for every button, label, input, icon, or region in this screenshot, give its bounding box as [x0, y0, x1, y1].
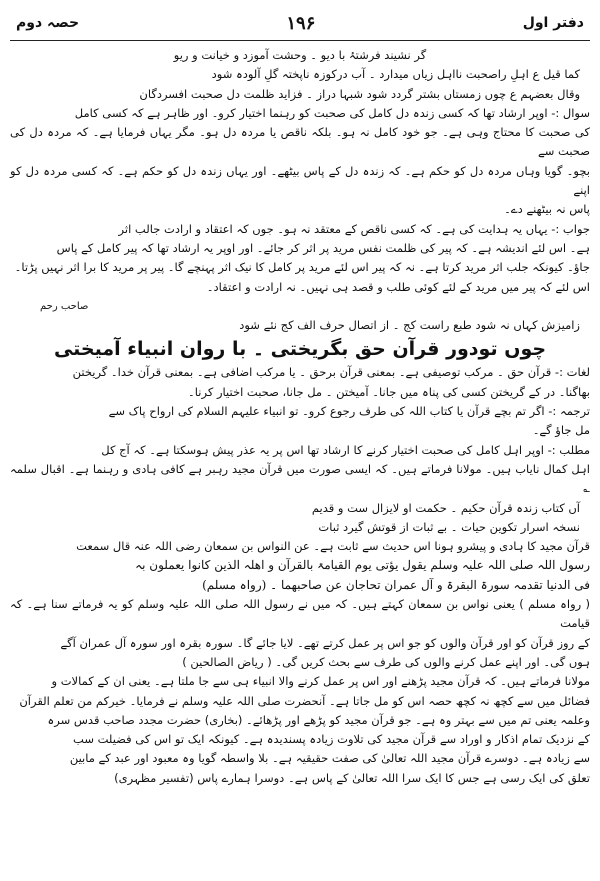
- text-line: قرآن مجید کا ہادی و پیشرو ہونا اس حدیث سے ثابت ہے۔ عن النواس بن سمعان رضی اللہ عنہ قال سمعت: [76, 539, 590, 554]
- text-line: سوال :- اوپر ارشاد تھا کہ کسی زندہ دل کامل کی صحبت کو رہنما اختیار کرو۔ اور ظاہر ہے کہ کسی کامل: [74, 105, 590, 120]
- text-line: وعلمہ یعنی تم میں سے بہتر وہ ہے۔ جو قرآن مجید کو پڑھے اور پڑھائے۔ (بخاری) حضرت مجدد صاحب قدس سرہ: [47, 712, 590, 727]
- text-line: مولانا فرماتے ہیں۔ کہ قرآن مجید پڑھنے اور اس پر عمل کرنے والا انبیاء ہی سے جا ملتا ہے۔ یعنی ان کے کمالات و: [51, 674, 590, 689]
- text-line: بھاگنا۔ در کے گریختن کسی کی پناہ میں جانا۔ آمیختن ۔ مل جانا، صحبت اختیار کرنا۔: [188, 384, 590, 399]
- text-line: چوں تودور قرآن حق بگریختی ۔ با روان انبیاء آمیختی: [53, 338, 547, 361]
- text-line: ہوں گی۔ اور اپنے عمل کرنے والوں کی طرف سے بحث کریں گی۔ ( ریاض الصالحین ): [182, 654, 590, 669]
- text-line: مل جاؤ گے۔: [532, 423, 590, 438]
- text-line: کے نزدیک تمام اذکار و اوراد سے قرآن مجید کی تلاوت زیادہ پسندیدہ ہے۔ کیونکہ ایک تو اس کی فضیلت سب: [73, 732, 590, 747]
- text-line: کے روز قرآن کو اور قرآن والوں کو جو اس پر عمل کرتے تھے۔ لایا جائے گا۔ سورہ بقرہ اور سورہ آل عمران آگے: [60, 635, 590, 650]
- text-line: آں کتاب زندہ قرآن حکیم ۔ حکمت او لایزال ست و قدیم: [311, 500, 580, 515]
- text-line: صاحب رحم: [40, 300, 89, 312]
- page-body: [10, 46, 590, 874]
- text-line: نسخہ اسرار تکوین حیات ۔ بے ثبات از قوتش گیرد ثبات: [318, 519, 580, 534]
- text-line: وقال بعضہم ع چوں زمستاں بشتر گردد شود شبہا دراز ۔ فزاید ظلمت دل صحبت افسردگان: [139, 86, 580, 101]
- page-header: [10, 6, 590, 40]
- text-line: اہل کمال نایاب ہیں۔ مولانا فرماتے ہیں۔ کہ ایسی صورت میں قرآن مجید رہبر ہے کافی ہادی و رہنما ہے۔ اقبال سلمہ ؎: [10, 461, 590, 496]
- book-page: [10, 6, 590, 874]
- text-line: ( رواہ مسلم ) یعنی نواس بن سمعان کہتے ہیں۔ کہ میں نے رسول اللہ صلی اللہ علیہ وسلم کو یہ فرماتے سنا ہے۔ کہ قیامت: [10, 597, 590, 631]
- text-line: لغات :- قرآن حق ۔ مرکب توصیفی ہے۔ بمعنی قرآن برحق ۔ یا مرکب اضافی ہے۔ بمعنی قرآن خدا۔ گریختن: [72, 365, 590, 380]
- text-line: سے زیادہ ہے۔ دوسرے قرآن مجید اللہ تعالیٰ کی صفت حقیقیہ ہے۔ بلا واسطہ گویا وہ معبود اور عبد کے مابین: [69, 751, 590, 766]
- header-rule: [10, 40, 590, 41]
- text-line: تعلق کی ایک رسی ہے جس کا ایک سرا اللہ تعالیٰ کے پاس ہے۔ دوسرا ہمارے پاس (تفسیر مظہری): [114, 770, 590, 785]
- text-line: زامیزش کہاں نہ شود طبع راست کج ۔ از اتصال حرف الف کج نئے شود: [239, 318, 580, 333]
- text-line: فضائل میں سے کچھ نہ کچھ حصہ اس کو مل جاتا ہے۔ آنحضرت صلی اللہ علیہ وسلم نے فرمایا۔ خیرکم من تعلم القرآن: [19, 693, 590, 708]
- text-line: بچو۔ گویا وہاں مردہ دل کو حکم ہے۔ کہ زندہ دل کے پاس بیٹھے۔ اور یہاں زندہ دل کو حکم ہے۔ کہ کسی مردہ دل کو اپنے: [10, 163, 590, 198]
- text-line: جواب :- یہاں یہ ہدایت کی ہے۔ کہ کسی ناقص کے معتقد نہ ہو۔ جوں کہ اعتقاد و ارادت جالب اثر: [118, 221, 590, 236]
- text-line: گر نشیند فرشتۂ با دیو ۔ وحشت آموزد و خیانت و ریو: [173, 48, 427, 62]
- text-line: اس لئے کہ پیر میں مرید کے لئے کوئی طلب و قصد ہی نہیں۔ نہ ارادت و اعتقاد۔: [206, 279, 590, 294]
- text-line: جاؤ۔ کیونکہ جلب اثر مرید کرتا ہے۔ نہ کہ پیر اس لئے مرید پر کامل کا نیک اثر پہنچے گا۔ پیر پر مرید کا برا اثر نہیں پڑتا۔: [14, 260, 590, 275]
- text-line: مطلب :- اوپر اہل کامل کی صحبت اختیار کرنے کا ارشاد تھا اس پر یہ عذر پیش ہوسکتا ہے۔ کہ آج کل: [101, 442, 590, 457]
- header-right-title: دفتر اول: [522, 15, 584, 31]
- text-line: رسول اللہ صلی اللہ علیہ وسلم یقول یؤتی یوم القیامۃ بالقرآن و اھلہ الذین کانوا یعملون بہ: [135, 558, 590, 573]
- text-line: کی صحبت کا محتاج وہی ہے۔ جو خود کامل نہ ہو۔ بلکہ ناقص یا مردہ دل ہو۔ مگر یہاں فرمایا ہے۔ کہ مردہ دل کی صحبت سے: [10, 125, 590, 159]
- text-line: فی الدنیا تقدمہ سورۃ البقرۃ و آل عمران تحاجان عن صاحبھما ۔ (رواہ مسلم): [202, 577, 590, 592]
- text-line: پاس نہ بیٹھنے دے۔: [504, 202, 590, 217]
- text-line: ہے۔ اس لئے اندیشہ ہے۔ کہ پیر کی ظلمت نفس مرید پر اثر کر جائے۔ اور اوپر یہ ارشاد تھا کہ پیر کامل کے پاس: [56, 240, 590, 255]
- text-line: ترجمہ :- اگر تم بچے قرآن یا کتاب اللہ کی طرف رجوع کرو۔ تو انبیاء علیہم السلام کی ارواح پاک سے: [108, 404, 590, 419]
- page-number: ۱۹۶: [286, 12, 316, 34]
- text-line: کما قیل ع اہلِ راصحبت نااہل زیاں میدارد ۔ آب درکوزہ ناپختہ گلِ آلودہ شود: [211, 67, 580, 82]
- header-left-title: حصہ دوم: [16, 15, 80, 31]
